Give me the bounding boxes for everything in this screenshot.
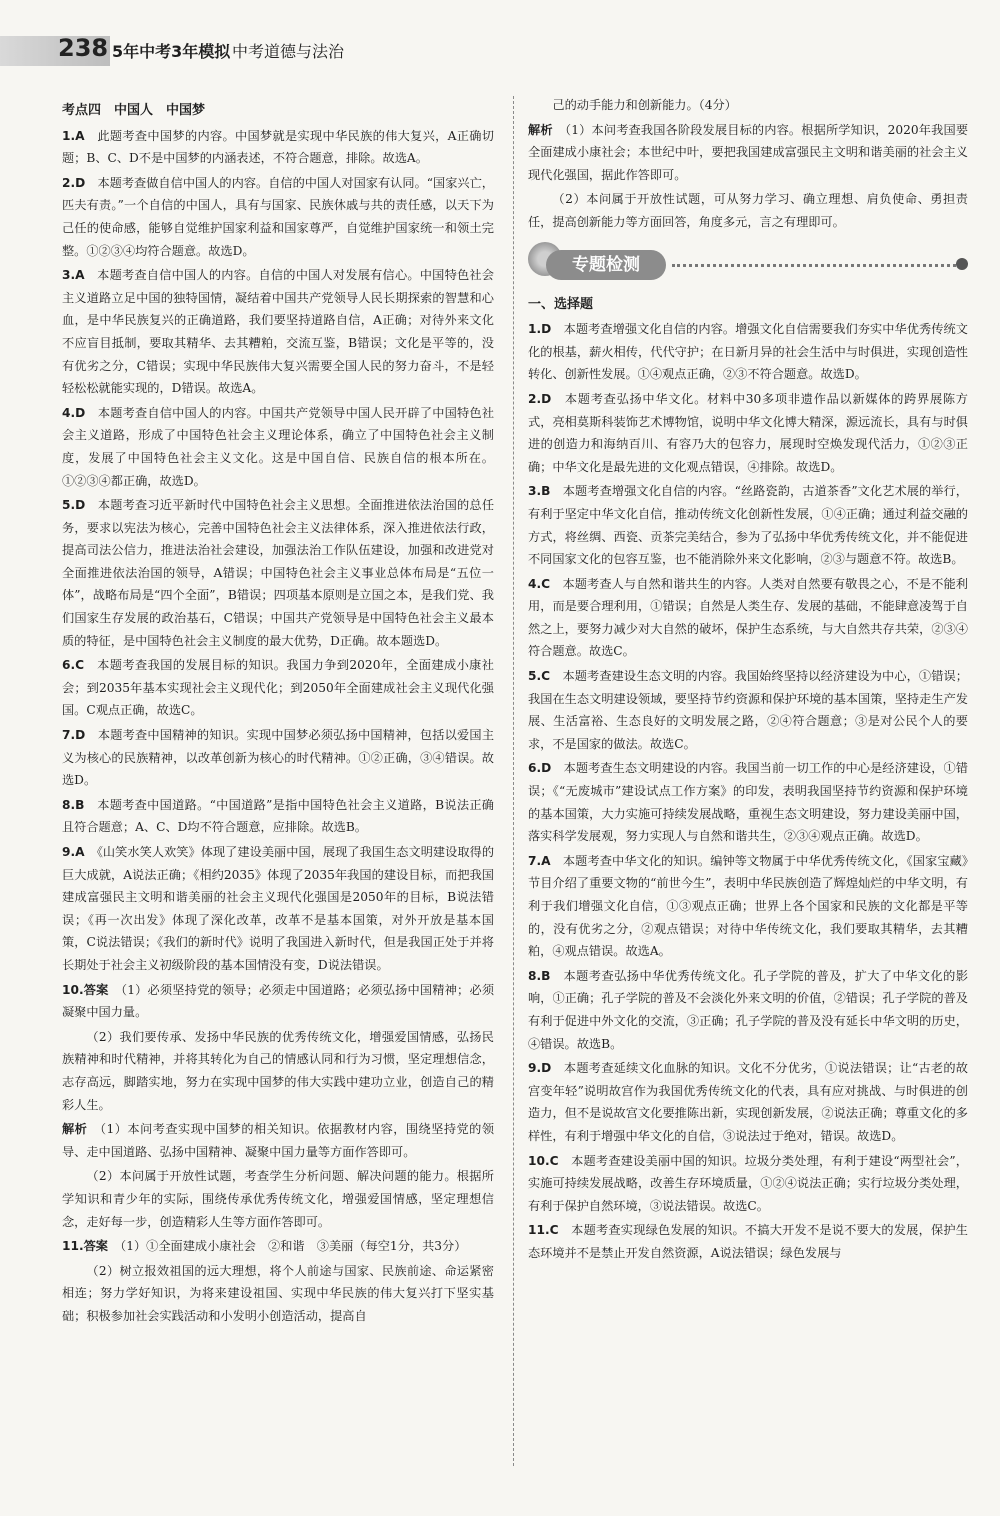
- answer-number: 1.A: [62, 128, 98, 143]
- answer-text: 此题考查中国梦的内容。中国梦就是实现中华民族的伟大复兴，A正确切题；B、C、D不是中国梦的内涵表述，不符合题意，排除。故选A。: [62, 128, 494, 166]
- answer-item: [528, 965, 968, 1055]
- answer-item: [528, 1057, 968, 1147]
- answer-text: 本题考查人与自然和谐共生的内容。人类对自然要有敬畏之心，不是不能利用，而是要合理利用，①错误；自然是人类生存、发展的基础，不能肆意凌驾于自然之上，要努力减少对大自然的破坏，保护生态系统，与大自然共存共荣，②③④符合题意。故选C。: [528, 576, 968, 659]
- topic-test-banner: [528, 240, 968, 288]
- answer-text: （1）本问考查我国各阶段发展目标的内容。根据所学知识，2020年我国要全面建成小康社会；本世纪中叶，要把我国建成富强民主文明和谐美丽的社会主义现代化强国，据此作答即可。: [528, 122, 969, 182]
- answer-number: 9.A: [62, 845, 97, 859]
- answer-text: （1）①全面建成小康社会 ②和谐 ③美丽（每空1分，共3分）: [120, 1239, 467, 1254]
- answer-text: （2）树立报效祖国的远大理想，将个人前途与国家、民族前途、命运紧密相连；努力学好知识，为将来建设祖国、实现中华民族的伟大复兴打下坚实基础；积极参加社会实践活动和小发明小创造活动，提高自: [62, 1263, 494, 1323]
- answer-item: [62, 794, 494, 839]
- answer-text: 《山笑水笑人欢笑》体现了建设美丽中国，展现了我国生态文明建设取得的巨大成就，A说法正确；《相约2035》体现了2035年我国的建设目标，而把我国建成富强民主文明和谐美丽的社会主义现代化强国是2050年的目标，B说法错误；《再一次出发》体现了深化改革，改革不是基本国策，对外开放是基本国策，C说法错误；《我们的新时代》说明了我国进入新时代，但是我国正处于并将长期处于社会主义初级阶段的基本国情没有变，D说法错误。: [62, 845, 495, 972]
- answer-item: [62, 1260, 494, 1328]
- answer-item: [62, 979, 494, 1024]
- answer-item: [62, 1165, 494, 1233]
- right-answer-list: [528, 318, 968, 1264]
- answer-text: （1）必须坚持党的领导；必须走中国道路；必须弘扬中国精神；必须凝聚中国力量。: [62, 982, 495, 1020]
- answer-text: 本题考查延续文化血脉的知识。文化不分优劣，①说法错误；让“古老的故宫变年轻”说明故宫作为我国优秀传统文化的代表，具有应对挑战、与时俱进的创造力，但不是说故宫文化要推陈出新，实现创新发展，②说法正确；尊重文化的多样性，有利于增强中华文化的自信，③说法过于绝对，错误。故选D。: [528, 1061, 968, 1143]
- page-header: [0, 30, 1000, 74]
- answer-number: 10.答案: [62, 982, 121, 997]
- section-title: 考点四 中国人 中国梦: [62, 103, 206, 118]
- answer-item: [62, 125, 494, 170]
- answer-number: 8.B: [62, 797, 98, 812]
- answer-item: [528, 318, 968, 386]
- answer-number: 2.D: [62, 175, 98, 190]
- continuation-text: 己的动手能力和创新能力。（4分）: [552, 98, 737, 112]
- answer-number: 5.D: [62, 498, 98, 513]
- answer-text: 本题考查中国精神的知识。实现中国梦必须弘扬中国精神，包括以爱国主义为核心的民族精神，以改革创新为核心的时代精神。①②正确，③④错误。故选D。: [62, 728, 495, 788]
- answer-number: 3.A: [62, 268, 98, 283]
- answer-item: [528, 850, 968, 963]
- answer-item: [62, 1235, 494, 1258]
- answer-item: [528, 1150, 968, 1218]
- answer-item: [528, 480, 968, 570]
- analysis-list: [528, 119, 968, 234]
- column-divider: [513, 96, 514, 1466]
- answer-text: 本题考查自信中国人的内容。自信的中国人对发展有信心。中国特色社会主义道路立足中国的独特国情，凝结着中国共产党领导人民长期探索的智慧和心血，是中华民族复兴的正确道路，我们要坚持道路自信，A正确；对待外来文化不应盲目抵制，要取其精华、去其糟粕，交流互鉴，B错误；文化是平等的，没有优劣之分，C错误；实现中华民族伟大复兴需要全国人民的努力奋斗，不是轻轻松松就能实现的，D错误。故选A。: [62, 268, 494, 396]
- answer-text: 本题考查自信中国人的内容。中国共产党领导中国人民开辟了中国特色社会主义道路，形成了中国特色社会主义理论体系，确立了中国特色社会主义制度，发展了中国特色社会主义文化。这是中国自信、民族自信的根本所在。①②③④都正确，故选D。: [62, 405, 495, 488]
- banner-dotted-line: [672, 264, 956, 267]
- banner-dot-icon: [956, 258, 968, 270]
- answer-number: 解析: [528, 122, 566, 137]
- answer-text: 本题考查弘扬中华优秀传统文化。孔子学院的普及，扩大了中华文化的影响，①正确；孔子学院的普及不会淡化外来文明的价值，②错误；孔子学院的普及有利于促进中外文化的交流，③正确；孔子学院的普及没有延长中华文明的历史，④错误。故选B。: [528, 968, 969, 1051]
- answer-item: [62, 724, 494, 792]
- subject-title: 中考道德与法治: [232, 42, 345, 61]
- answer-text: （1）本问考查实现中国梦的相关知识。依据教材内容，围绕坚持党的领导、走中国道路、弘扬中国精神、凝聚中国力量等方面作答即可。: [62, 1122, 495, 1159]
- answer-text: 本题考查建设生态文明的内容。我国始终坚持以经济建设为中心，①错误；我国在生态文明建设领域，要坚持节约资源和保护环境的基本国策，坚持走生产发展、生活富裕、生态良好的文明发展之路，②④符合题意；③是对公民个人的要求，不是国家的做法。故选C。: [528, 669, 968, 751]
- answer-text: 本题考查习近平新时代中国特色社会主义思想。全面推进依法治国的总任务，要求以宪法为核心，完善中国特色社会主义法律体系，深入推进依法行政，提高司法公信力，推进法治社会建设，加强法治工作队伍建设，加强和改进党对全面推进依法治国的领导，A错误；中国特色社会主义事业总体布局是“五位一体”，战略布局是“四个全面”，B错误；四项基本原则是立国之本，是我们党、我们国家生存发展的政治基石，C错误；中国共产党领导是中国特色社会主义最本质的特征，是中国特色社会主义制度的最大优势，D正确。故本题选D。: [62, 498, 495, 648]
- right-column: [528, 94, 968, 1267]
- answer-text: 本题考查做自信中国人的内容。自信的中国人对国家有认同。“国家兴亡，匹夫有责。”一个自信的中国人，具有与国家、民族休戚与共的责任感，以天下为己任的使命感，能够自觉维护国家利益和国家尊严，自觉维护国家统一和领土完整。①②③④均符合题意。故选D。: [62, 175, 494, 258]
- page-number: 238: [58, 34, 109, 62]
- answer-text: 本题考查我国的发展目标的知识。我国力争到2020年，全面建成小康社会；到2035年基本实现社会主义现代化；到2050年全面建成社会主义现代化强国。C观点正确，故选C。: [62, 658, 494, 718]
- answer-number: 7.D: [62, 728, 98, 743]
- answer-item: [528, 388, 968, 478]
- answer-number: 4.C: [528, 576, 563, 591]
- answer-item: [528, 1219, 968, 1264]
- answer-text: 本题考查增强文化自信的内容。增强文化自信需要我们夯实中华优秀传统文化的根基，薪火相传，代代守护；在日新月异的社会生活中与时俱进，实现创造性转化、创新性发展。①④观点正确，②③不符合题意。故选D。: [528, 322, 968, 382]
- answer-text: 本题考查中国道路。“中国道路”是指中国特色社会主义道路，B说法正确且符合题意；A、C、D均不符合题意，应排除。故选B。: [62, 797, 494, 835]
- banner-title: 专题检测: [546, 250, 666, 280]
- answer-item: [62, 494, 494, 652]
- answer-item: [528, 573, 968, 663]
- answer-number: 2.D: [528, 391, 565, 406]
- answer-number: 9.D: [528, 1061, 564, 1076]
- section-title: 一、选择题: [528, 296, 594, 312]
- answer-item: [62, 264, 494, 400]
- series-title: 5年中考3年模拟: [112, 42, 231, 61]
- answer-text: 本题考查弘扬中华文化。材料中30多项非遗作品以新媒体的跨界展陈方式，亮相莫斯科装饰艺术博物馆，说明中华文化博大精深，源远流长，具有与时俱进的创造力和海纳百川、有容乃大的包容力，展现时空焕发现代活力，①②③正确；中华文化是最先进的文化观点错误，④排除。故选D。: [528, 391, 968, 474]
- answer-text: （2）本问属于开放性试题，考查学生分析问题、解决问题的能力。根据所学知识和青少年的实际，围绕传承优秀传统文化，增强爱国情感，坚定理想信念，走好每一步，创造精彩人生等方面作答即可。: [62, 1169, 494, 1229]
- answer-number: 11.C: [528, 1223, 572, 1238]
- answer-item: [528, 757, 968, 847]
- answer-item: [528, 665, 968, 755]
- answer-item: [62, 654, 494, 722]
- answer-item: [62, 172, 494, 262]
- answer-number: 6.D: [528, 761, 564, 776]
- answer-number: 8.B: [528, 968, 564, 983]
- answer-number: 5.C: [528, 669, 563, 684]
- answer-number: 11.答案: [62, 1239, 121, 1254]
- answer-text: 本题考查中华文化的知识。编钟等文物属于中华优秀传统文化，《国家宝藏》节目介绍了重要文物的“前世今生”，表明中华民族创造了辉煌灿烂的中华文明，有利于我们增强文化自信，①③观点正确；世界上各个国家和民族的文化都是平等的，没有优劣之分，②观点错误；对待中华传统文化，我们要取其精华，去其糟粕，④观点错误。故选A。: [528, 853, 968, 959]
- left-column: [62, 100, 494, 1329]
- answer-text: （2）我们要传承、发扬中华民族的优秀传统文化，增强爱国情感，弘扬民族精神和时代精神，并将其转化为自己的情感认同和行为习惯，坚定理想信念，志存高远，脚踏实地，努力在实现中国梦的伟大实践中建功立业，创造自己的精彩人生。: [62, 1029, 494, 1112]
- answer-number: 1.D: [528, 322, 564, 337]
- answer-item: [62, 841, 494, 977]
- answer-item: [528, 188, 968, 233]
- answer-text: （2）本问属于开放性试题，可从努力学习、确立理想、肩负使命、勇担责任，提高创新能力等方面回答，角度多元，言之有理即可。: [528, 192, 968, 229]
- answer-item: [62, 1026, 494, 1116]
- answer-number: 4.D: [62, 405, 98, 420]
- answer-number: 7.A: [528, 853, 563, 868]
- answer-number: 6.C: [62, 658, 98, 673]
- answer-item: [528, 119, 968, 187]
- answer-item: [62, 402, 494, 492]
- answer-number: 10.C: [528, 1153, 572, 1168]
- answer-number: 解析: [62, 1122, 100, 1137]
- answer-text: 本题考查生态文明建设的内容。我国当前一切工作的中心是经济建设，①错误；《“无废城市”建设试点工作方案》的印发，表明我国坚持节约资源和保护环境的基本国策，大力实施可持续发展战略，重视生态文明建设，努力建设美丽中国，落实科学发展观，努力实现人与自然和谐共生，②③④观点正确。故选D。: [528, 761, 968, 844]
- answer-text: 本题考查实现绿色发展的知识。不搞大开发不是说不要大的发展，保护生态环境并不是禁止开发自然资源，A说法错误；绿色发展与: [528, 1223, 968, 1260]
- left-answer-list: [62, 125, 494, 1328]
- answer-number: 3.B: [528, 484, 563, 499]
- answer-text: 本题考查建设美丽中国的知识。垃圾分类处理，有利于建设“两型社会”，实施可持续发展战略，改善生存环境质量，①②④说法正确；实行垃圾分类处理，有利于保护自然环境，③说法错误。故选C。: [528, 1153, 968, 1213]
- answer-text: 本题考查增强文化自信的内容。“丝路瓷韵，古道茶香”文化艺术展的举行，有利于坚定中华文化自信，推动传统文化创新性发展，①④正确；通过利益交融的方式，将丝绸、西瓷、贡茶完美结合，参为了弘扬中华优秀传统文化，并不能促进不同国家文化的包容互鉴，也不能消除外来文化影响，②③与题意不符。故选B。: [528, 484, 968, 567]
- answer-item: [62, 1118, 494, 1163]
